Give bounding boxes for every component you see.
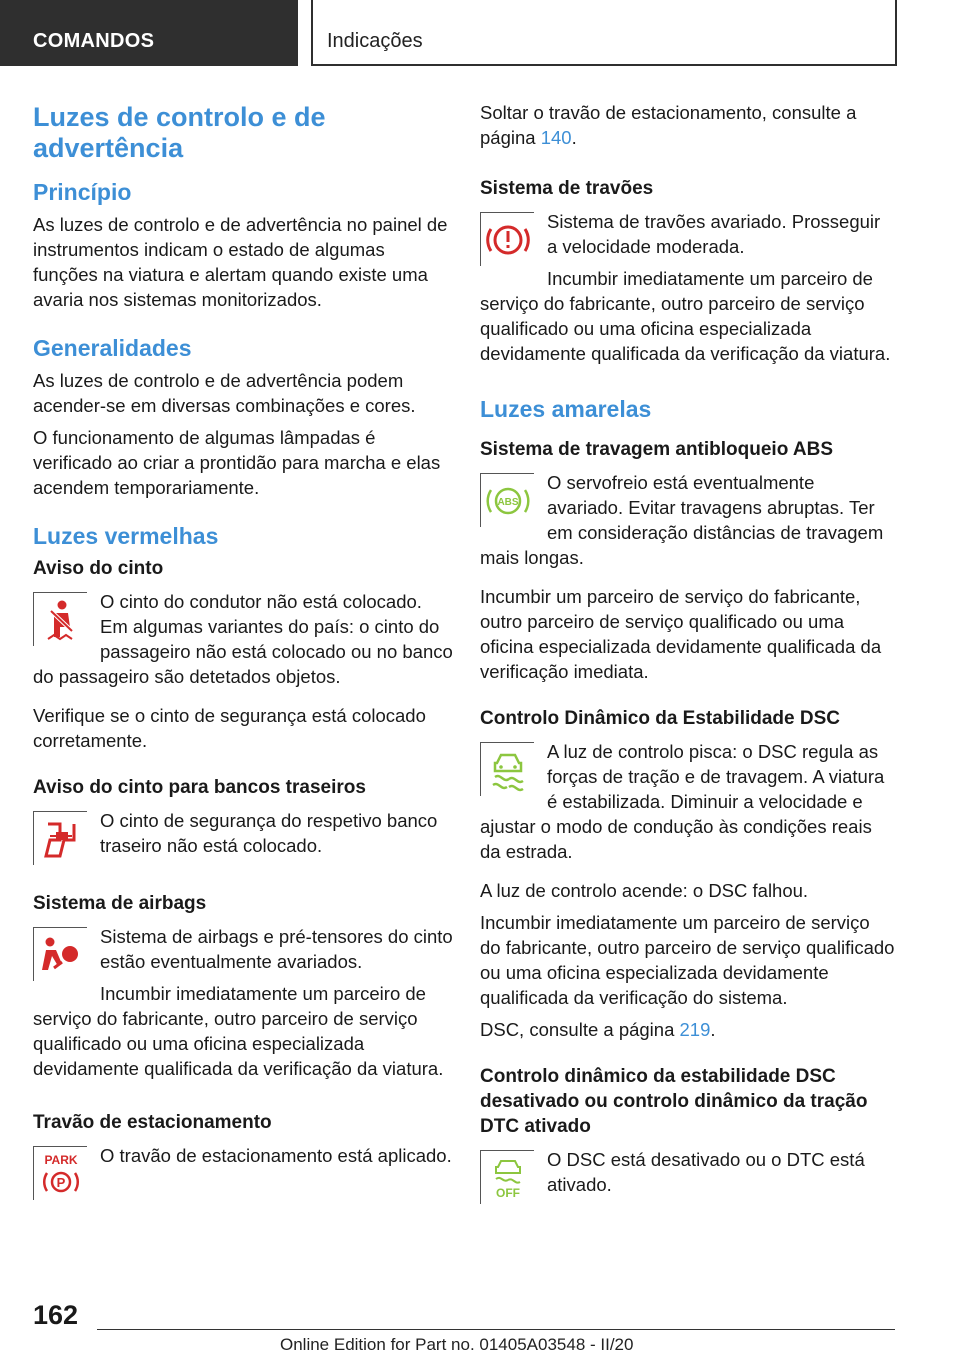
dsc-heading: Controlo Dinâmico da Estabilidade DSC: [480, 708, 840, 729]
left-column: [33, 100, 453, 1211]
off-icon-label: OFF: [496, 1186, 520, 1200]
page-number: 162: [33, 1300, 79, 1330]
abs-text-2: Incumbir um parceiro de serviço do fabricante, outro parceiro de serviço qualificado ou uma oficina especializada devidamente qualificada da verificação imediata.: [480, 586, 882, 682]
airbags-text-2: Incumbir imediatamente um parceiro de serviço do fabricante, outro parceiro de serviço qualificado ou uma oficina especializada devidamente qualificada da verificação da viatura.: [33, 983, 444, 1079]
right-column: [480, 100, 895, 1215]
cinto-tras-text: O cinto de segurança do respetivo banco traseiro não está colocado.: [100, 810, 438, 856]
generalidades-text-2: O funcionamento de algumas lâmpadas é verificado ao criar a prontidão para marcha e elas acendem temporariamente.: [33, 427, 441, 498]
dsc-off-icon: [480, 1150, 534, 1204]
abs-icon-label: ABS: [497, 497, 519, 508]
dtc-entry: [480, 1147, 895, 1208]
dsc-ref: DSC, consulte a página 219.: [480, 1019, 716, 1040]
abs-entry: [480, 470, 895, 577]
soltar-text: Soltar o travão de estacionamento, consulte a página 140.: [480, 102, 857, 148]
airbags-text: Sistema de airbags e pré-tensores do cinto estão eventualmente avariados.: [100, 926, 453, 972]
cinto-tras-entry: [33, 808, 453, 869]
dsc-text-2: A luz de controlo acende: o DSC falhou.: [480, 880, 809, 901]
cinto-entry: [33, 589, 453, 696]
cinto-text: O cinto do condutor não está colocado. Em algumas variantes do país: o cinto do passageiro não está colocado ou no banco do passageiro são detetados objetos.: [33, 591, 453, 687]
abs-heading: Sistema de travagem antibloqueio ABS: [480, 439, 833, 460]
travoes-heading: Sistema de travões: [480, 178, 654, 199]
section-tab: [0, 0, 298, 66]
page-link-219[interactable]: 219: [679, 1019, 711, 1040]
airbags-entry: [33, 924, 453, 1088]
travao-text: O travão de estacionamento está aplicado.: [100, 1145, 452, 1166]
dsc-icon: [480, 742, 534, 796]
cinto-text-2: Verifique se o cinto de segurança está colocado corretamente.: [33, 705, 426, 751]
dsc-entry: [480, 739, 895, 871]
abs-text: O servofreio está eventualmente avariado. Evitar travagens abruptas. Ter em consideração distâncias de travagem mais longas.: [480, 472, 884, 568]
generalidades-heading: Generalidades: [33, 335, 192, 361]
dtc-text: O DSC está desativado ou o DTC está ativado.: [547, 1149, 865, 1195]
dsc-text-3: Incumbir imediatamente um parceiro de serviço do fabricante, outro parceiro de serviço qualificado ou uma oficina especializada devidamente qualificada da verificação do sistema.: [480, 912, 895, 1008]
principio-text: As luzes de controlo e de advertência no painel de instrumentos indicam o estado de algumas funções na viatura e alertam quando existe uma avaria nos sistemas monitorizados.: [33, 214, 448, 310]
parking-brake-icon: [33, 1146, 87, 1200]
brake-warning-icon: [480, 212, 534, 266]
svg-text:P: P: [56, 1175, 66, 1190]
edition-text: Online Edition for Part no. 01405A03548 - II/20: [280, 1335, 634, 1354]
seatbelt-icon: [33, 592, 87, 646]
travoes-text: Sistema de travões avariado. Prosseguir a velocidade moderada.: [547, 211, 881, 257]
cinto-tras-heading: Aviso do cinto para bancos traseiros: [33, 777, 366, 798]
travoes-text-2: Incumbir imediatamente um parceiro de serviço do fabricante, outro parceiro de serviço qualificado ou uma oficina especializada devidamente qualificada da verificação da viatura.: [480, 268, 891, 364]
travoes-entry: [480, 209, 895, 373]
travao-entry: [33, 1143, 453, 1204]
chapter-tab: [311, 0, 897, 66]
page-link-140[interactable]: 140: [540, 127, 572, 148]
page-title: Luzes de controlo e de advertência: [33, 102, 326, 163]
cinto-heading: Aviso do cinto: [33, 558, 164, 579]
soltar-text-body: Soltar o travão de estacionamento, consulte a página: [480, 102, 857, 148]
generalidades-text-1: As luzes de controlo e de advertência podem acender-se em diversas combinações e cores.: [33, 370, 416, 416]
rear-seatbelt-icon: [33, 811, 87, 865]
dsc-ref-text: DSC, consulte a página: [480, 1019, 675, 1040]
amarelas-heading: Luzes amarelas: [480, 396, 652, 422]
footer-divider: [97, 1329, 895, 1330]
park-icon-label: PARK: [44, 1153, 78, 1167]
dtc-heading: Controlo dinâmico da estabilidade DSC desativado ou controlo dinâmico da tração DTC ativado: [480, 1066, 868, 1137]
section-label: COMANDOS: [33, 30, 155, 52]
vermelhas-heading: Luzes vermelhas: [33, 523, 219, 549]
chapter-label: Indicações: [327, 30, 423, 52]
principio-heading: Princípio: [33, 179, 132, 205]
abs-icon: [480, 473, 534, 527]
dsc-text: A luz de controlo pisca: o DSC regula as forças de tração e de travagem. A viatura é estabilizada. Diminuir a velocidade e ajustar o modo de condução às condições reais da estrada.: [480, 741, 885, 862]
page-header: [0, 0, 960, 66]
airbag-icon: [33, 927, 87, 981]
airbags-heading: Sistema de airbags: [33, 893, 207, 914]
travao-heading: Travão de estacionamento: [33, 1112, 272, 1133]
